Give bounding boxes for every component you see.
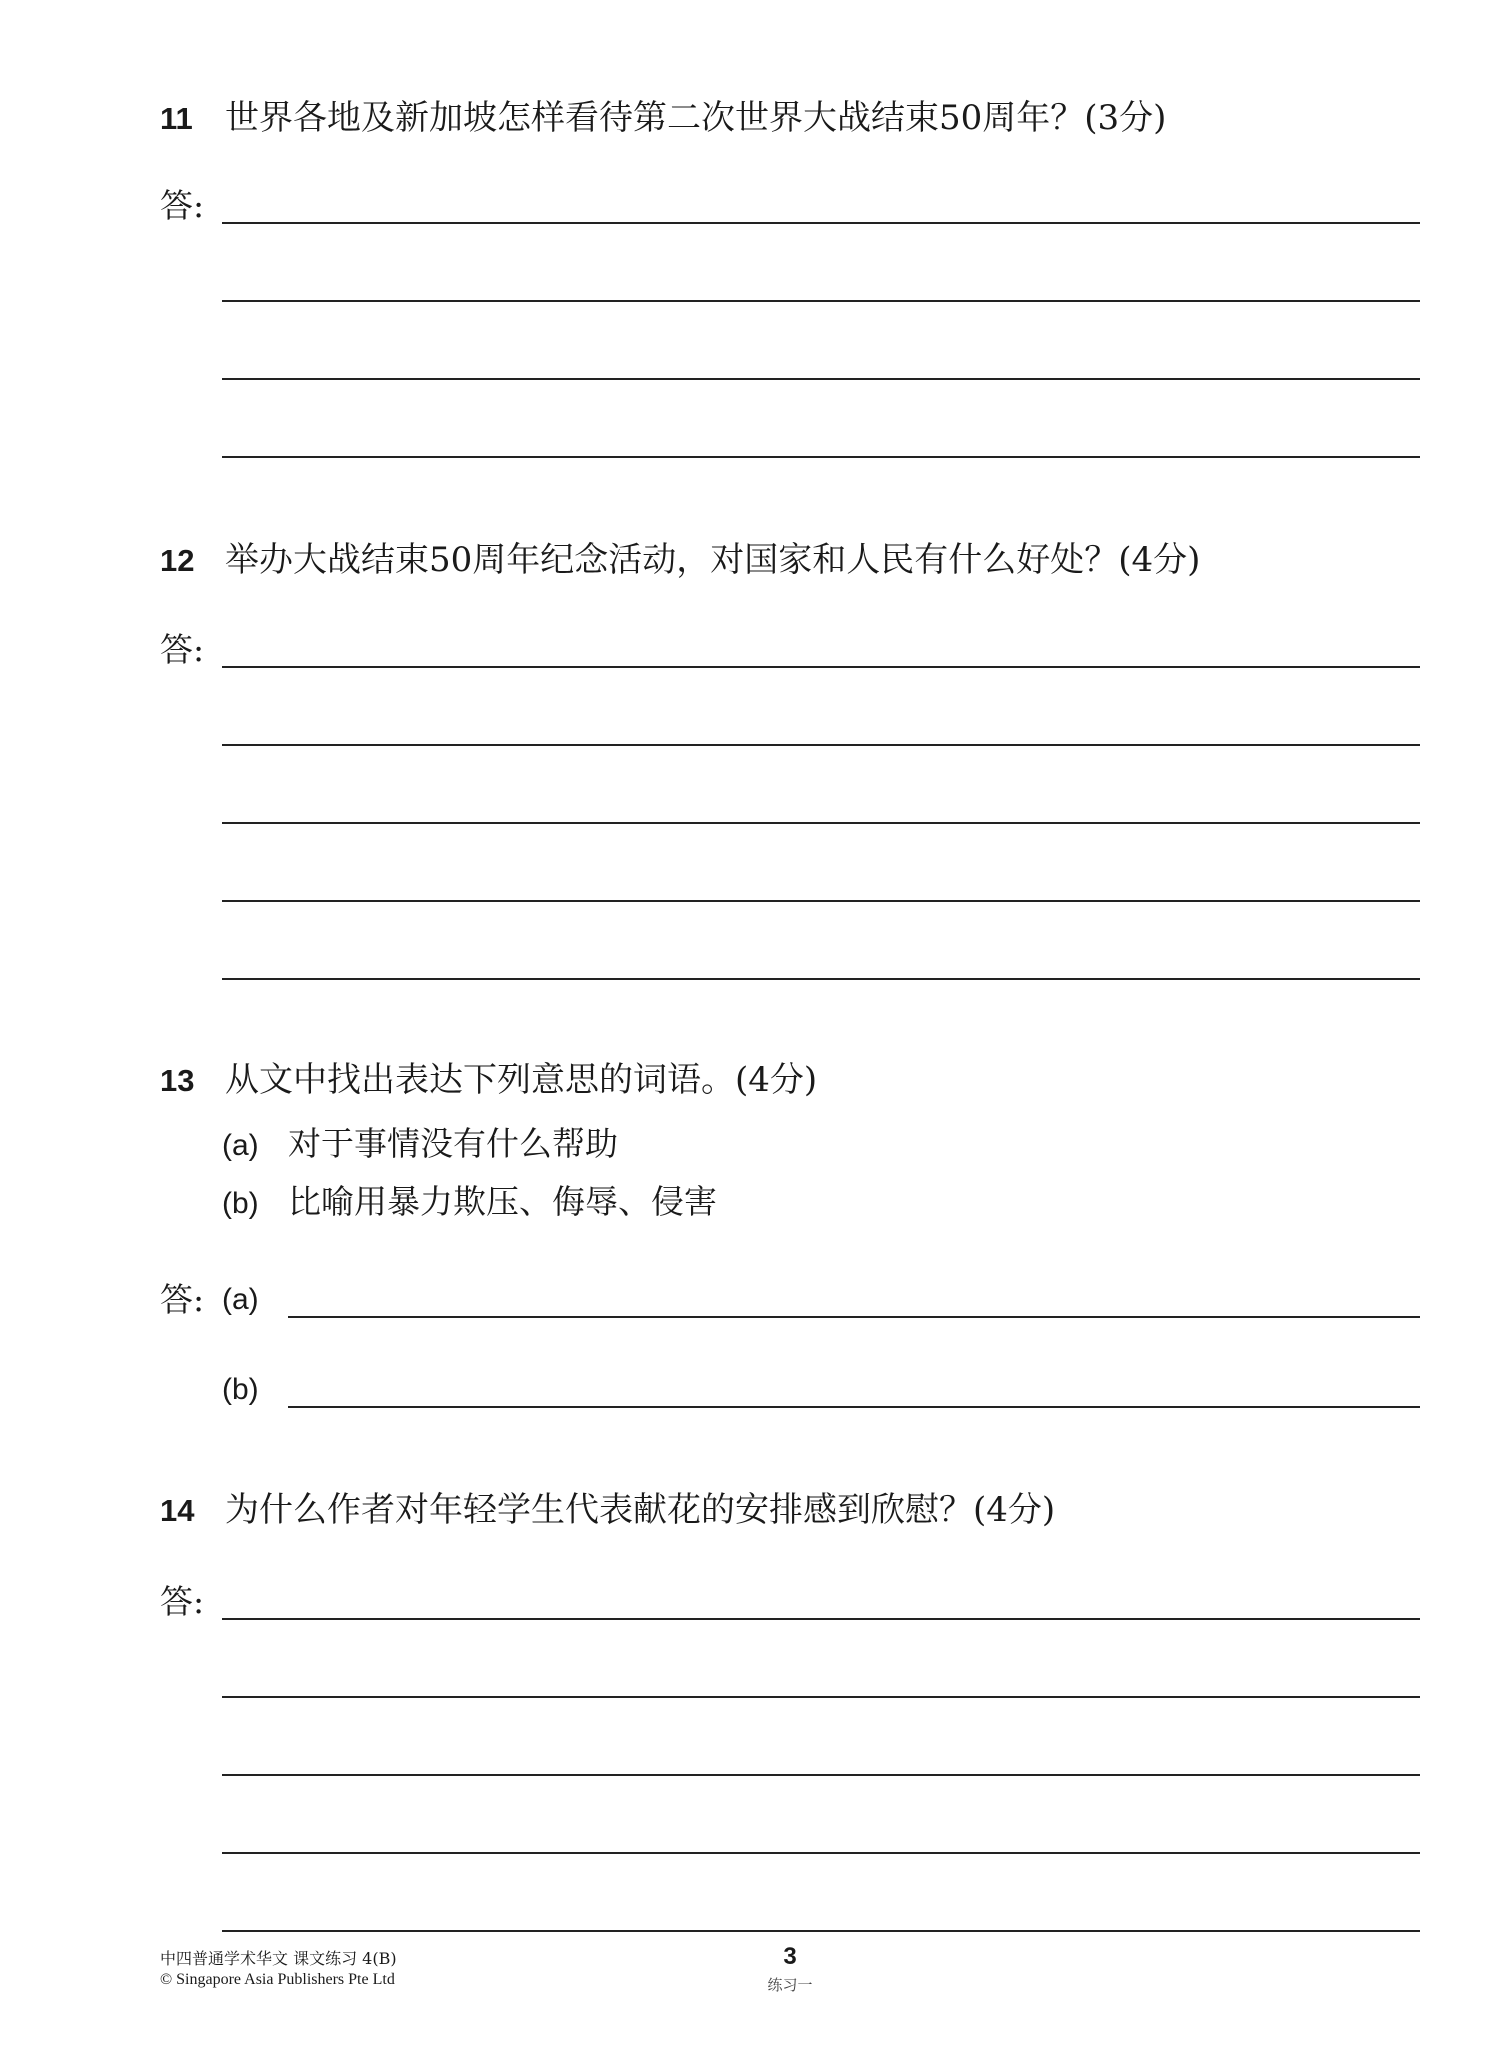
sub-question-tag: (b): [222, 1187, 259, 1220]
answer-line[interactable]: [222, 300, 1420, 302]
answer-line[interactable]: [222, 900, 1420, 902]
answer-line[interactable]: [222, 744, 1420, 746]
answer-line[interactable]: [222, 666, 1420, 668]
answer-tag-b: (b): [222, 1373, 259, 1406]
answer-line[interactable]: [222, 378, 1420, 380]
section-name: 练习一: [767, 1976, 813, 1994]
sub-question-tag: (a): [222, 1129, 259, 1162]
answer-line[interactable]: [222, 822, 1420, 824]
answer-line[interactable]: [222, 222, 1420, 224]
question-text: 从文中找出表达下列意思的词语。(4分): [225, 1060, 818, 1100]
answer-line[interactable]: [222, 456, 1420, 458]
sub-question-a: [222, 1122, 618, 1168]
question-number: 14: [160, 1493, 195, 1528]
answer-label: 答:: [160, 1280, 205, 1319]
sub-question-b: [222, 1180, 717, 1226]
question-number: 11: [160, 101, 193, 136]
sub-question-text: 比喻用暴力欺压、侮辱、侵害: [288, 1182, 717, 1221]
answer-line[interactable]: [222, 1696, 1420, 1698]
answer-label: 答:: [160, 186, 205, 225]
question-13: [160, 1058, 1420, 1103]
answer-line-b[interactable]: [288, 1406, 1420, 1408]
book-title: 中四普通学术华文 课文练习 4(B): [160, 1949, 397, 1968]
question-number: 12: [160, 543, 195, 578]
copyright: © Singapore Asia Publishers Pte Ltd: [160, 1971, 395, 1988]
footer-book-info: [160, 1948, 397, 1990]
answer-line[interactable]: [222, 1618, 1420, 1620]
question-number: 13: [160, 1063, 195, 1098]
question-12: [160, 538, 1420, 583]
question-text: 世界各地及新加坡怎样看待第二次世界大战结束50周年？(3分): [225, 98, 1167, 138]
answer-line[interactable]: [222, 1852, 1420, 1854]
question-text: 为什么作者对年轻学生代表献花的安排感到欣慰？(4分): [225, 1490, 1056, 1530]
question-11: [160, 96, 1420, 141]
answer-tag-a: (a): [222, 1283, 259, 1316]
question-text: 举办大战结束50周年纪念活动，对国家和人民有什么好处？(4分): [225, 540, 1201, 580]
sub-question-text: 对于事情没有什么帮助: [288, 1124, 618, 1163]
question-14: [160, 1488, 1420, 1533]
answer-label: 答:: [160, 630, 205, 669]
answer-line[interactable]: [222, 1930, 1420, 1932]
answer-line[interactable]: [222, 1774, 1420, 1776]
answer-label: 答:: [160, 1582, 205, 1621]
page-number: 3: [783, 1943, 797, 1970]
answer-line[interactable]: [222, 978, 1420, 980]
answer-line-a[interactable]: [288, 1316, 1420, 1318]
